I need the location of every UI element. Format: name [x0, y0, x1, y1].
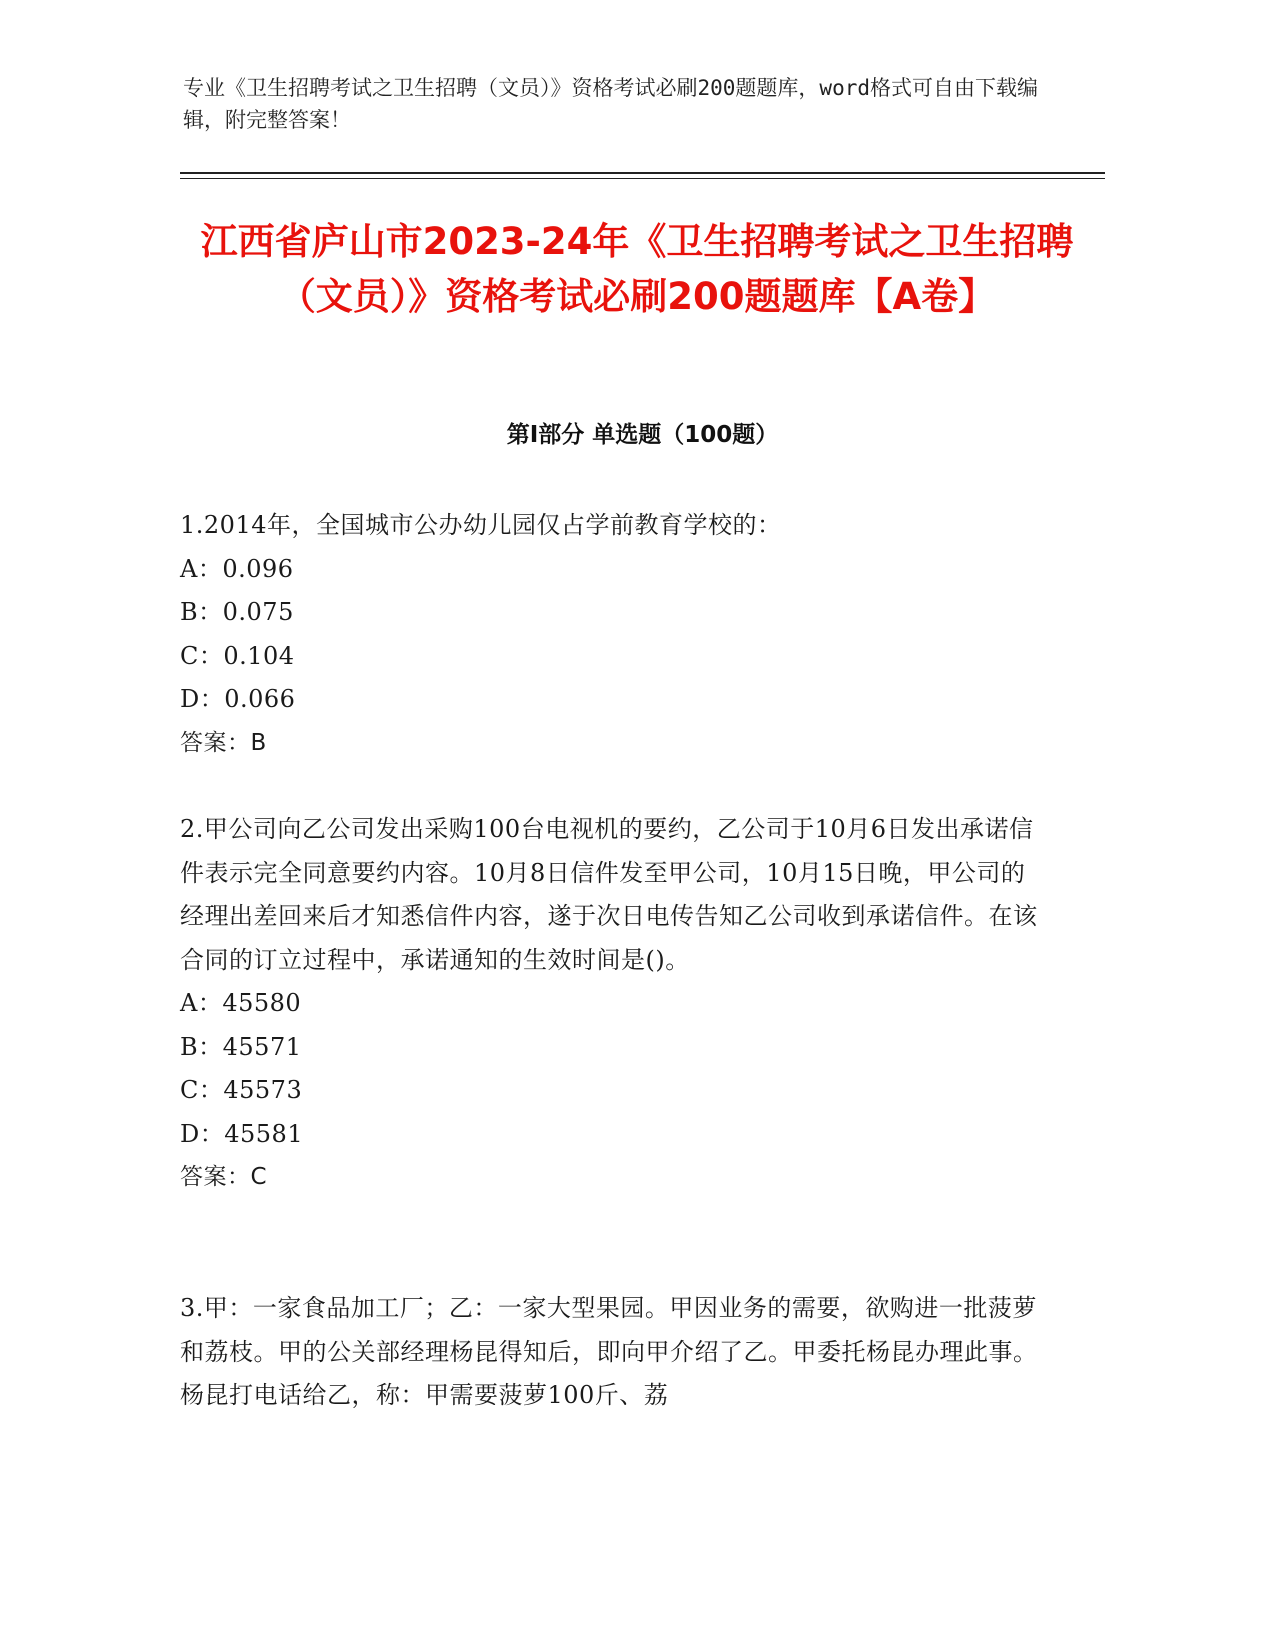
option-a: A：45580	[180, 989, 302, 1017]
question-stem: 3.甲：一家食品加工厂；乙：一家大型果园。甲因业务的需要，欲购进一批菠萝和荔枝。甲的公关部经理杨昆得知后，即向甲介绍了乙。甲委托杨昆办理此事。杨昆打电话给乙，称：甲需要菠萝100斤、荔	[180, 1294, 1038, 1409]
answer: 答案：C	[180, 1164, 268, 1190]
question-1	[180, 504, 1040, 765]
answer: 答案：B	[180, 729, 267, 756]
question-2	[180, 808, 1040, 1200]
option-c: C：45573	[180, 1076, 303, 1104]
header-divider-thin	[180, 178, 1105, 179]
option-b: B：0.075	[180, 598, 294, 626]
question-stem: 2.甲公司向乙公司发出采购100台电视机的要约，乙公司于10月6日发出承诺信件表示完全同意要约内容。10月8日信件发至甲公司，10月15日晚，甲公司的经理出差回来后才知悉信件内容，遂于次日电传告知乙公司收到承诺信件。在该合同的订立过程中，承诺通知的生效时间是()。	[180, 815, 1038, 974]
option-d: D：0.066	[180, 685, 296, 713]
header-divider-thick	[180, 172, 1105, 174]
section-heading: 第Ⅰ部分 单选题（100题）	[506, 422, 779, 448]
option-c: C：0.104	[180, 641, 295, 670]
header-note: 专业《卫生招聘考试之卫生招聘（文员）》资格考试必刷200题题库，word格式可自由下载编辑，附完整答案！	[183, 76, 1038, 132]
document-title: 江西省庐山市2023-24年《卫生招聘考试之卫生招聘（文员）》资格考试必刷200题题库【A卷】	[200, 220, 1074, 318]
option-a: A：0.096	[180, 554, 294, 583]
question-3	[180, 1287, 1040, 1418]
question-stem: 1.2014年，全国城市公办幼儿园仅占学前教育学校的：	[180, 511, 782, 539]
option-d: D：45581	[180, 1119, 304, 1148]
option-b: B：45571	[180, 1032, 302, 1061]
